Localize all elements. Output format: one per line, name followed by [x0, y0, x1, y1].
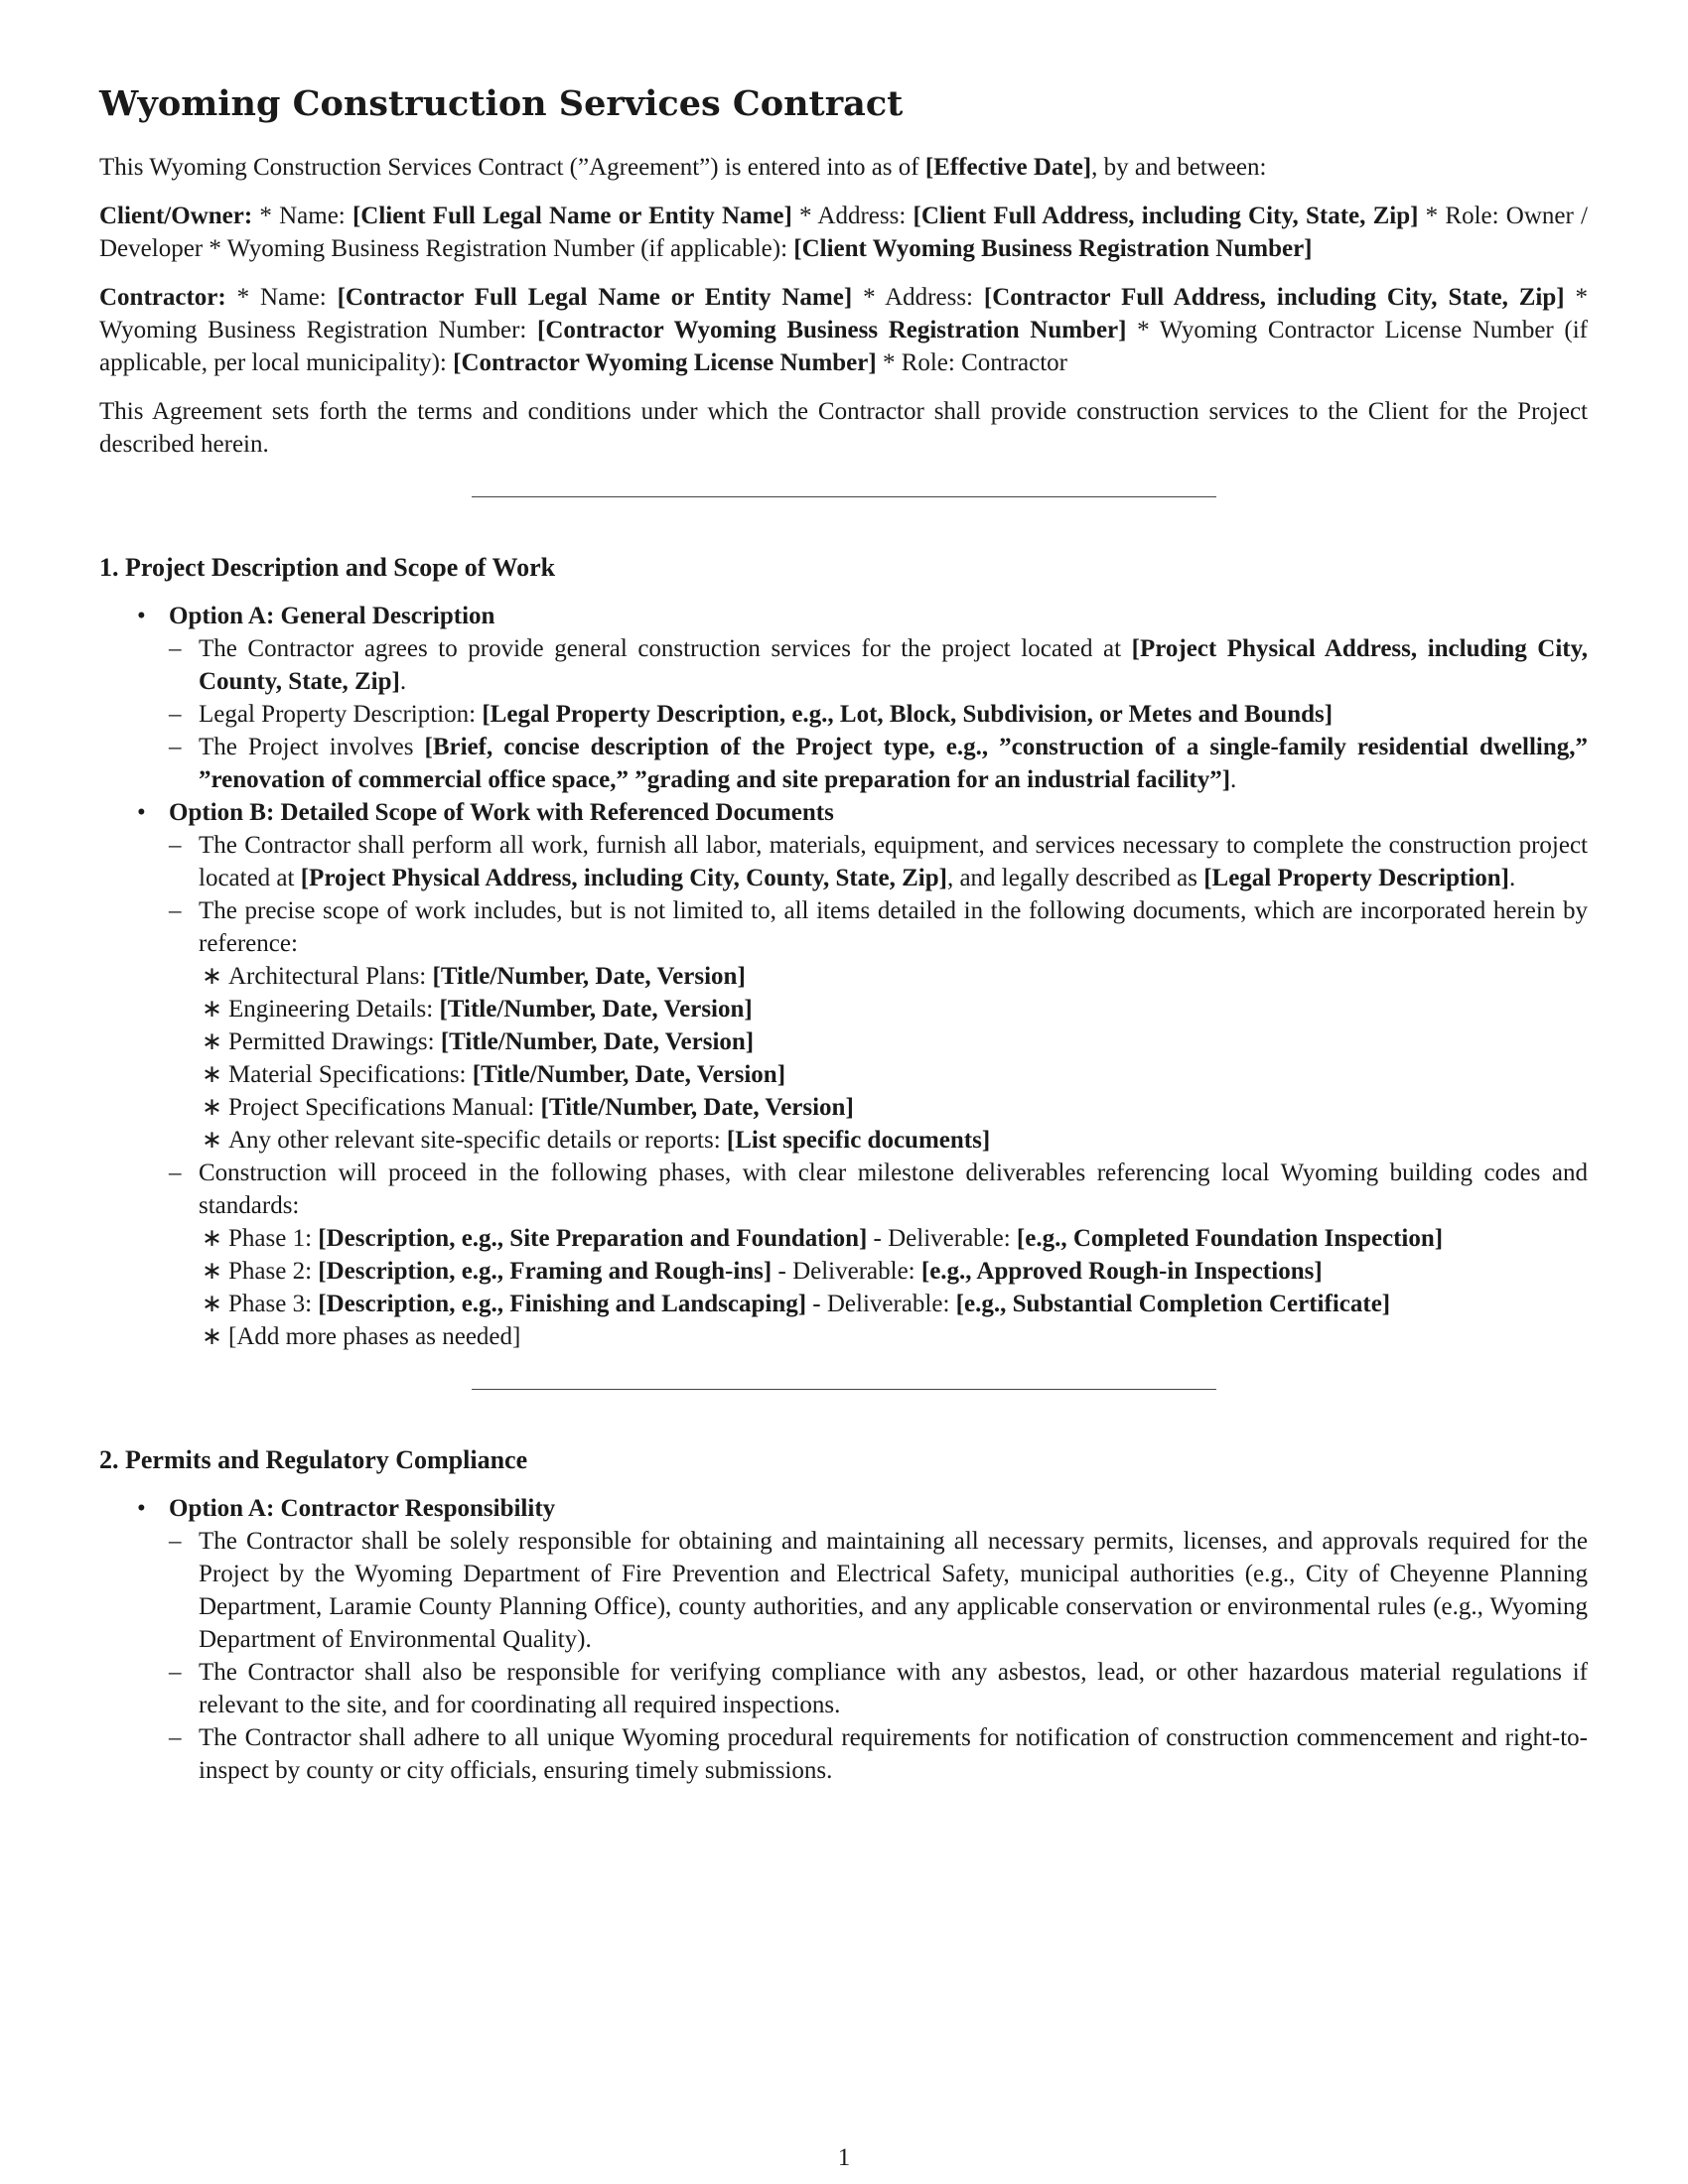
dash-marker: – — [169, 1659, 182, 1686]
star-marker: ∗ — [202, 996, 222, 1023]
bullet-marker: • — [137, 1495, 146, 1522]
star-marker: ∗ — [202, 1028, 222, 1055]
section-2-options — [99, 1492, 1588, 1787]
bullet-marker: • — [137, 799, 146, 826]
document-page — [99, 81, 1588, 1787]
dash-marker: – — [169, 1528, 182, 1555]
list-item: – The precise scope of work includes, but is not limited to, all items detailed in the following documents, which are incorporated herein by reference: ∗ Architectural Plans: [Title/Number, Date, Version] ∗ Engineering Details: [Title/Number, Date, Version] ∗ Permitted Drawings: [Title/Number, Date, Version] ∗ Material Specifications: [Title/Number, Date, Version] ∗ Project Specifications Manual: [Title/Number, Date, Version] ∗ Any other relevant site-specific details or reports: [List specific documents] — [139, 894, 1588, 1157]
contractor-label: Contractor: — [99, 284, 226, 311]
document-ref-item: ∗ Project Specifications Manual: [Title/Number, Date, Version] — [199, 1091, 1588, 1124]
purpose-paragraph: This Agreement sets forth the terms and conditions under which the Contractor shall provide construction services to the Client for the Project described herein. — [99, 398, 1588, 458]
phase-item: ∗ Phase 3: [Description, e.g., Finishing and Landscaping] - Deliverable: [e.g., Substantial Completion Certificate] — [199, 1288, 1588, 1320]
option-a-item — [99, 600, 1588, 796]
contractor-registration-field: [Contractor Wyoming Business Registration Number] — [537, 317, 1127, 343]
star-marker: ∗ — [202, 1258, 222, 1285]
option-label: Option B: Detailed Scope of Work with Referenced Documents — [169, 799, 834, 826]
dash-marker: – — [169, 1160, 182, 1186]
star-marker: ∗ — [202, 1225, 222, 1252]
effective-date-field: [Effective Date] — [924, 154, 1092, 181]
document-ref-item: ∗ Material Specifications: [Title/Number, Date, Version] — [199, 1058, 1588, 1091]
list-item: – Construction will proceed in the following phases, with clear milestone deliverables referencing local Wyoming building codes and standards: ∗ Phase 1: [Description, e.g., Site Preparation and Foundation] - Deliverable: [e.g., Completed Foundation Inspection] ∗ Phase 2: [Description, e.g., Framing and Rough-ins] - Deliverable: [e.g., Approved Rough-in Inspections] ∗ Phase 3: [Description, e.g., Finishing and Landscaping] - Deliverable: [e.g., Substantial Completion Certificate] ∗ [Add more phases as needed] — [139, 1157, 1588, 1353]
dash-marker: – — [169, 635, 182, 662]
list-item: – The Contractor shall adhere to all unique Wyoming procedural requirements for notification of construction commencement and right-to-inspect by county or city officials, ensuring timely submissions. — [139, 1721, 1588, 1787]
section-1-options — [99, 600, 1588, 1353]
option-a-item — [99, 1492, 1588, 1787]
dash-marker: – — [169, 1724, 182, 1751]
bullet-marker: • — [137, 603, 146, 629]
dash-marker: – — [169, 734, 182, 760]
phase-item: ∗ Phase 1: [Description, e.g., Site Preparation and Foundation] - Deliverable: [e.g., Completed Foundation Inspection] — [199, 1222, 1588, 1255]
star-marker: ∗ — [202, 1127, 222, 1154]
phase-item: ∗ Phase 2: [Description, e.g., Framing and Rough-ins] - Deliverable: [e.g., Approved Rough-in Inspections] — [199, 1255, 1588, 1288]
list-item: – The Contractor agrees to provide general construction services for the project located at [Project Physical Address, including City, County, State, Zip]. — [139, 632, 1588, 698]
document-title: Wyoming Construction Services Contract — [99, 83, 904, 124]
option-label: Option A: Contractor Responsibility — [169, 1495, 556, 1522]
star-marker: ∗ — [202, 1094, 222, 1121]
contractor-address-field: [Contractor Full Address, including City, State, Zip] — [983, 284, 1565, 311]
list-item: – The Contractor shall also be responsible for verifying compliance with any asbestos, lead, or other hazardous material regulations if relevant to the site, and for coordinating all required inspections. — [139, 1656, 1588, 1721]
star-marker: ∗ — [202, 963, 222, 990]
document-ref-item: ∗ Permitted Drawings: [Title/Number, Date, Version] — [199, 1025, 1588, 1058]
star-marker: ∗ — [202, 1291, 222, 1317]
document-ref-item: ∗ Architectural Plans: [Title/Number, Date, Version] — [199, 960, 1588, 993]
section-divider — [472, 496, 1216, 497]
contractor-license-field: [Contractor Wyoming License Number] — [453, 349, 877, 376]
option-b-item — [99, 796, 1588, 1353]
section-1-heading: 1. Project Description and Scope of Work — [99, 553, 556, 582]
contractor-paragraph: Contractor: * Name: [Contractor Full Legal Name or Entity Name] * Address: [Contractor Full Address, including City, State, Zip] * Wyoming Business Registration Number: [Contractor Wyoming Business Registration Number] * Wyoming Contractor License Number (if applicable, per local municipality): [Contractor Wyoming License Number] * Role: Contractor — [99, 284, 1589, 376]
section-divider — [472, 1389, 1216, 1390]
page-number: 1 — [837, 2144, 851, 2171]
document-ref-item: ∗ Any other relevant site-specific details or reports: [List specific documents] — [199, 1124, 1588, 1157]
document-ref-item: ∗ Engineering Details: [Title/Number, Date, Version] — [199, 993, 1588, 1025]
client-label: Client/Owner: — [99, 203, 253, 229]
client-name-field: [Client Full Legal Name or Entity Name] — [352, 203, 792, 229]
client-paragraph: Client/Owner: * Name: [Client Full Legal Name or Entity Name] * Address: [Client Full Address, including City, State, Zip] * Role: Owner / Developer * Wyoming Business Registration Number (if applicable): [Client Wyoming Business Registration Number] — [99, 203, 1589, 262]
client-address-field: [Client Full Address, including City, State, Zip] — [913, 203, 1419, 229]
dash-marker: – — [169, 897, 182, 924]
list-item: – Legal Property Description: [Legal Property Description, e.g., Lot, Block, Subdivision, or Metes and Bounds] — [139, 698, 1588, 731]
star-marker: ∗ — [202, 1061, 222, 1088]
section-2-heading: 2. Permits and Regulatory Compliance — [99, 1445, 528, 1474]
client-registration-field: [Client Wyoming Business Registration Number] — [793, 235, 1313, 262]
star-marker: ∗ — [202, 1323, 222, 1350]
list-item: – The Contractor shall be solely responsible for obtaining and maintaining all necessary permits, licenses, and approvals required for the Project by the Wyoming Department of Fire Prevention and Electrical Safety, municipal authorities (e.g., City of Cheyenne Planning Department, Laramie County Planning Office), county authorities, and any applicable conservation or environmental rules (e.g., Wyoming Department of Environmental Quality). — [139, 1525, 1588, 1656]
option-label: Option A: General Description — [169, 603, 495, 629]
dash-marker: – — [169, 832, 182, 859]
dash-marker: – — [169, 701, 182, 728]
contractor-name-field: [Contractor Full Legal Name or Entity Name] — [337, 284, 853, 311]
phase-item: ∗ [Add more phases as needed] — [199, 1320, 1588, 1353]
list-item: – The Project involves [Brief, concise description of the Project type, e.g., ”construction of a single-family residential dwelling,” ”renovation of commercial office space,” ”grading and site preparation for an industrial facility”]. — [139, 731, 1588, 796]
list-item: – The Contractor shall perform all work, furnish all labor, materials, equipment, and services necessary to complete the construction project located at [Project Physical Address, including City, County, State, Zip], and legally described as [Legal Property Description]. — [139, 829, 1588, 894]
intro-paragraph: This Wyoming Construction Services Contract (”Agreement”) is entered into as of [Effective Date], by and between: — [99, 154, 1267, 181]
